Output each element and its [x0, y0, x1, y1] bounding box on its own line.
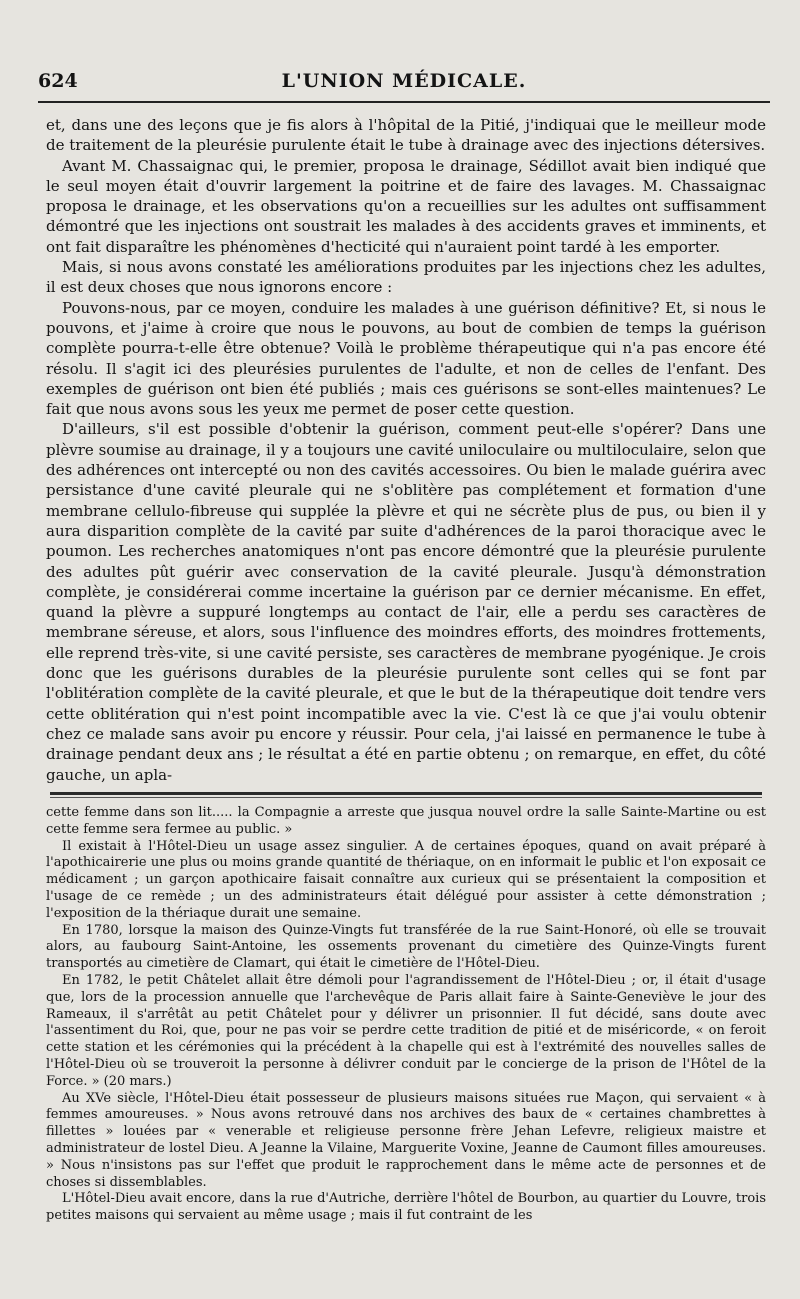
footnote-text — [46, 805, 766, 1225]
running-title: L'UNION MÉDICALE. — [281, 70, 527, 92]
footnote-separator-thin — [50, 797, 762, 798]
footnote-separator — [50, 792, 762, 795]
page-header — [38, 70, 770, 100]
note-paragraph: cette femme dans son lit..... la Compagnie a arreste que jusqua nouvel ordre la salle Sainte-Martine ou est cette femme sera fermee au public. » — [46, 805, 766, 837]
note-paragraph: Au XVe siècle, l'Hôtel-Dieu était possesseur de plusieurs maisons situées rue Maçon, qui servaient « à femmes amoureuses. » Nous avons retrouvé dans nos archives des baux de « certaines chambrettes à fillettes » louées par « venerable et religieuse personne frère Jehan Lefevre, religieux maistre et administrateur de lostel Dieu. A Jeanne la Vilaine, Marguerite Voxine, Jeanne de Caumont filles amoureuses. » Nous n'insistons pas sur l'effet que produit le rapprochement dans le même acte de personnes et de choses si dissemblables. — [46, 1090, 766, 1190]
main-paragraph: Pouvons-nous, par ce moyen, conduire les malades à une guérison définitive? Et, si nous le pouvons, et j'aime à croire que nous le pouvons, au bout de combien de temps la guérison complète pourra-t-elle être obtenue? Voilà le problème thérapeutique qui n'a pas encore été résolu. Il s'agit ici des pleurésies purulentes de l'adulte, et non de celles de l'enfant. Des exemples de guérison ont bien été publiés ; mais ces guérisons se sont-elles maintenues? Le fait que nous avons sous les yeux me permet de poser cette question. — [46, 298, 766, 419]
main-paragraph: Avant M. Chassaignac qui, le premier, proposa le drainage, Sédillot avait bien indiqué que le seul moyen était d'ouvrir largement la poitrine et de faire des lavages. M. Chassaignac proposa le drainage, et les observations qu'on a recueillies sur les adultes ont suffisamment démontré que les injections ont soustrait les malades à des accidents graves et imminents, et ont fait disparaître les phénomènes d'hecticité qui n'auraient point tardé à les emporter. — [46, 156, 766, 256]
main-paragraph: Mais, si nous avons constaté les améliorations produites par les injections chez les adultes, il est deux choses que nous ignorons encore : — [46, 258, 766, 297]
header-rule — [38, 101, 770, 103]
note-paragraph: L'Hôtel-Dieu avait encore, dans la rue d'Autriche, derrière l'hôtel de Bourbon, au quartier du Louvre, trois petites maisons qui servaient au même usage ; mais il fut contraint de les — [46, 1191, 766, 1224]
note-paragraph: En 1780, lorsque la maison des Quinze-Vingts fut transférée de la rue Saint-Honoré, où elle se trouvait alors, au faubourg Saint-Antoine, les ossements provenant du cimetière des Quinze-Vingts furent transportés au cimetière de Clamart, qui était le cimetière de l'Hôtel-Dieu. — [46, 922, 766, 972]
main-paragraph: D'ailleurs, s'il est possible d'obtenir la guérison, comment peut-elle s'opérer? Dans une plèvre soumise au drainage, il y a toujours une cavité uniloculaire ou multiloculaire, selon que des adhérences ont intercepté ou non des cavités accessoires. Ou bien le malade guérira avec persistance d'une cavité pleurale qui ne s'oblitère pas complétement et formation d'une membrane cellulo-fibreuse qui supplée la plèvre et qui ne sécrète plus de pus, ou bien il y aura disparition complète de la cavité par suite d'adhérences de la paroi thoracique avec le poumon. Les recherches anatomiques n'ont pas encore démontré que la pleurésie purulente des adultes pût guérir avec conservation de la cavité pleurale. Jusqu'à démonstration complète, je considérerai comme incertaine la guérison par ce dernier mécanisme. En effet, quand la plèvre a suppuré longtemps au contact de l'air, elle a perdu ses caractères de membrane séreuse, et alors, sous l'influence des moindres efforts, des moindres frottements, elle reprend très-vite, si une cavité persiste, ses caractères de membrane pyogénique. Je crois donc que les guérisons durables de la pleurésie purulente sont celles qui se font par l'oblitération complète de la cavité pleurale, et que le but de la thérapeutique doit tendre vers cette oblitération qui n'est point incompatible avec la vie. C'est là ce que j'ai voulu obtenir chez ce malade sans avoir pu encore y réussir. Pour cela, j'ai laissé en permanence le tube à drainage pendant deux ans ; le résultat a été en partie obtenu ; on remarque, en effet, du côté gauche, un apla- — [46, 420, 766, 784]
note-paragraph: En 1782, le petit Châtelet allait être démoli pour l'agrandissement de l'Hôtel-Dieu ; or, il était d'usage que, lors de la procession annuelle que l'archevêque de Paris allait faire à Sainte-Geneviève le jour des Rameaux, il s'arrêtât au petit Châtelet pour y délivrer un prisonnier. Il fut décidé, sans doute avec l'assentiment du Roi, que, pour ne pas voir se perdre cette tradition de pitié et de miséricorde, « on feroit cette station et les cérémonies qui la précédent à la chapelle qui est à l'extrémité des nouvelles salles de l'Hôtel-Dieu où se trouveroit la personne à délivrer conduit par le concierge de la prison de l'Hôtel de la Force. » (20 mars.) — [46, 972, 766, 1089]
main-paragraph: et, dans une des leçons que je fis alors à l'hôpital de la Pitié, j'indiquai que le meilleur mode de traitement de la pleurésie purulente était le tube à drainage avec des injections détersives. — [46, 116, 766, 155]
main-text — [46, 115, 766, 785]
note-paragraph: Il existait à l'Hôtel-Dieu un usage assez singulier. A de certaines époques, quand on avait préparé à l'apothicairerie une plus ou moins grande quantité de thériaque, on en informait le public et l'on exposait ce médicament ; un garçon apothicaire faisait connaître aux curieux qui se présentaient la composition et l'usage de ce remède ; un des administrateurs était délégué pour assister à cette démonstration ; l'exposition de la thériaque durait une semaine. — [46, 838, 766, 921]
page-number: 624 — [38, 70, 78, 92]
